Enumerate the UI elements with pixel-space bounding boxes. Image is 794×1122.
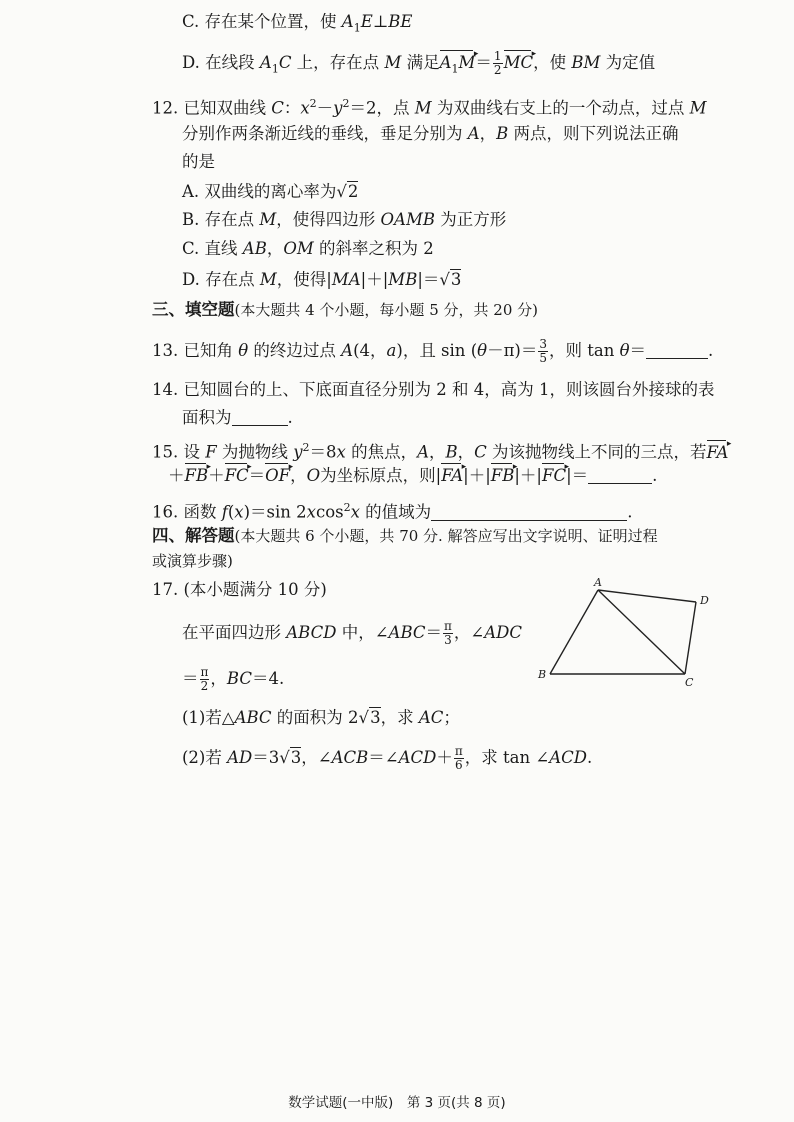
q15-text-b: 为抛物线 [216, 442, 294, 462]
q17-part1-text3: ，求 [380, 708, 419, 727]
edge-ab [550, 590, 598, 674]
q12-stem-line3: 的是 [182, 152, 215, 171]
q12-option-d-text: D. 存在点 [182, 270, 260, 289]
label-a: A [594, 576, 602, 589]
q11-option-c-text: C. 存在某个位置，使 [182, 12, 342, 31]
q13-answer-blank[interactable] [646, 340, 708, 359]
q12-option-b: B. 存在点 M，使得四边形 OAMB 为正方形 [182, 210, 507, 229]
q11-option-d-text2: 上，存在点 [291, 53, 385, 72]
q17-part1: (1)若△ABC 的面积为 2√3，求 AC； [182, 708, 460, 727]
section4-title: 四、解答题 [152, 526, 235, 545]
q15-text-d: 为该抛物线上不同的三点，若 [486, 442, 707, 462]
section4-note1: (本大题共 6 个小题，共 70 分. 解答应写出文字说明、证明过程 [234, 527, 658, 545]
q12-option-d-text2: ，使得 [276, 270, 327, 289]
q15-line2: ＋FB ▸＋FC ▸＝OF ▸，O为坐标原点，则|FA ▸|＋|FB ▸|＋|FC ▸|＝ . [168, 464, 657, 488]
q12-option-b-text: B. 存在点 [182, 210, 260, 229]
q16-text-b: 的值域为 [359, 502, 432, 522]
q11-option-d-text3: 满足 [401, 53, 440, 72]
q12-option-b-text2: ，使得四边形 [276, 210, 381, 229]
q12-option-c: C. 直线 AB，OM 的斜率之积为 2 [182, 239, 434, 258]
q17-part2-text2: ，求 tan [464, 748, 536, 767]
q12-stem-text1c: 为双曲线右支上的一个动点，过点 [431, 98, 690, 118]
q11-option-d: D. 在线段 $A_1C$ 上，存在点 M 满足$A_1M$ ▸＝ $\frac{1}{2}$ MC ▸，使 BM 为定值 [182, 50, 655, 81]
q15-line1: 15. 设 F 为抛物线 $y^2=8x$ 的焦点，A，B，C 为该抛物线上不同的三点，若FA ▸ [152, 436, 728, 465]
label-c: C [685, 676, 694, 689]
q12-stem-line2: 分别作两条渐近线的垂线，垂足分别为 A，B 两点，则下列说法正确 [182, 124, 679, 143]
q12-option-a-text: A. 双曲线的离心率为 [182, 182, 337, 201]
diagonal-ac [598, 590, 685, 674]
q15-text-e: 为坐标原点，则 [320, 466, 436, 485]
q15-text-c: 的焦点， [345, 442, 418, 462]
q12-stem-text2b: 两点，则下列说法正确 [508, 124, 679, 143]
q11-option-d-text: D. 在线段 [182, 53, 260, 72]
q12-stem-text2: 分别作两条渐近线的垂线，垂足分别为 [182, 124, 468, 143]
edge-da [598, 590, 696, 602]
q12-stem-text1: 12. 已知双曲线 [152, 98, 272, 118]
q17-stem-text: 在平面四边形 [182, 623, 287, 642]
q13-text-b: 的终边过点 [248, 341, 342, 360]
q17-part1-text2: 的面积为 [271, 708, 349, 727]
section4-heading [152, 524, 658, 548]
q13-text-a: 13. 已知角 [152, 341, 239, 360]
q17-stem-line1: 在平面四边形 ABCD 中，∠ABC＝ $\frac{\pi}{3}$ ，∠ADC [182, 619, 523, 647]
section3-heading [152, 298, 538, 322]
q16-text-a: 16. 函数 [152, 502, 222, 522]
q13-text-d: ，则 tan [549, 341, 620, 360]
q17-stem-line2: ＝ $\frac{\pi}{2}$ ，BC＝4. [182, 665, 285, 693]
edge-cd [685, 602, 696, 674]
q12-stem-line1: 12. 已知双曲线 C：$x^2-y^2=2$，点 M 为双曲线右支上的一个动点，过点 M [152, 97, 707, 118]
q14-line1: 14. 已知圆台的上、下底面直径分别为 2 和 4，高为 1，则该圆台外接球的表 [152, 380, 715, 399]
q16-answer-blank[interactable] [431, 502, 627, 521]
page-footer: 数学试题(一中版) 第 3 页(共 8 页) [288, 1095, 506, 1111]
q17-part2: (2)若 AD＝3√3，∠ACB＝∠ACD＋ $\frac{\pi}{6}$ ，求 tan ∠ACD. [182, 744, 593, 772]
q17-heading: 17. (本小题满分 10 分) [152, 580, 327, 599]
section4-note2: 或演算步骤) [152, 552, 233, 570]
q15-text-a: 15. 设 [152, 442, 206, 462]
section3-note: (本大题共 4 个小题，每小题 5 分，共 20 分) [234, 301, 538, 319]
q17-stem-text2: 中， [336, 623, 375, 642]
q11-option-d-text4: ，使 [533, 53, 572, 72]
q12-option-a: A. 双曲线的离心率为√2 [182, 182, 359, 201]
q12-option-d: D. 存在点 M，使得|MA|＋|MB|＝√3 [182, 270, 462, 289]
q16: 16. 函数 f(x)＝sin 2xcos$^2$x 的值域为 . [152, 501, 633, 522]
q14-answer-blank[interactable] [232, 407, 288, 426]
q11-option-c: C. 存在某个位置，使 $A_1E\perp BE$ [182, 12, 413, 35]
section3-title: 三、填空题 [152, 300, 235, 319]
quadrilateral-figure [528, 574, 728, 694]
q12-option-c-text: C. 直线 [182, 239, 243, 258]
q12-stem-text1b: ＝2，点 [349, 98, 415, 118]
q12-option-c-text2: 的斜率之积为 2 [313, 239, 434, 258]
q11-option-d-text5: 为定值 [600, 53, 656, 72]
q13: 13. 已知角 θ 的终边过点 A(4，a)，且 sin (θ－π)＝ $\frac{3}{5}$ ，则 tan θ＝ . [152, 337, 714, 365]
q17-part2-text: (2)若 [182, 748, 228, 767]
q12-option-b-text3: 为正方形 [435, 210, 507, 229]
q14-text: 面积为 [182, 408, 232, 427]
q15-answer-blank[interactable] [588, 465, 652, 484]
q17-part1-text: (1)若△ [182, 708, 235, 727]
label-d: D [700, 594, 709, 607]
label-b: B [538, 668, 547, 681]
q14-line2: 面积为 . [182, 408, 293, 427]
q13-text-e: ＝ [629, 341, 647, 360]
q13-text-c: ，且 sin [402, 341, 471, 360]
